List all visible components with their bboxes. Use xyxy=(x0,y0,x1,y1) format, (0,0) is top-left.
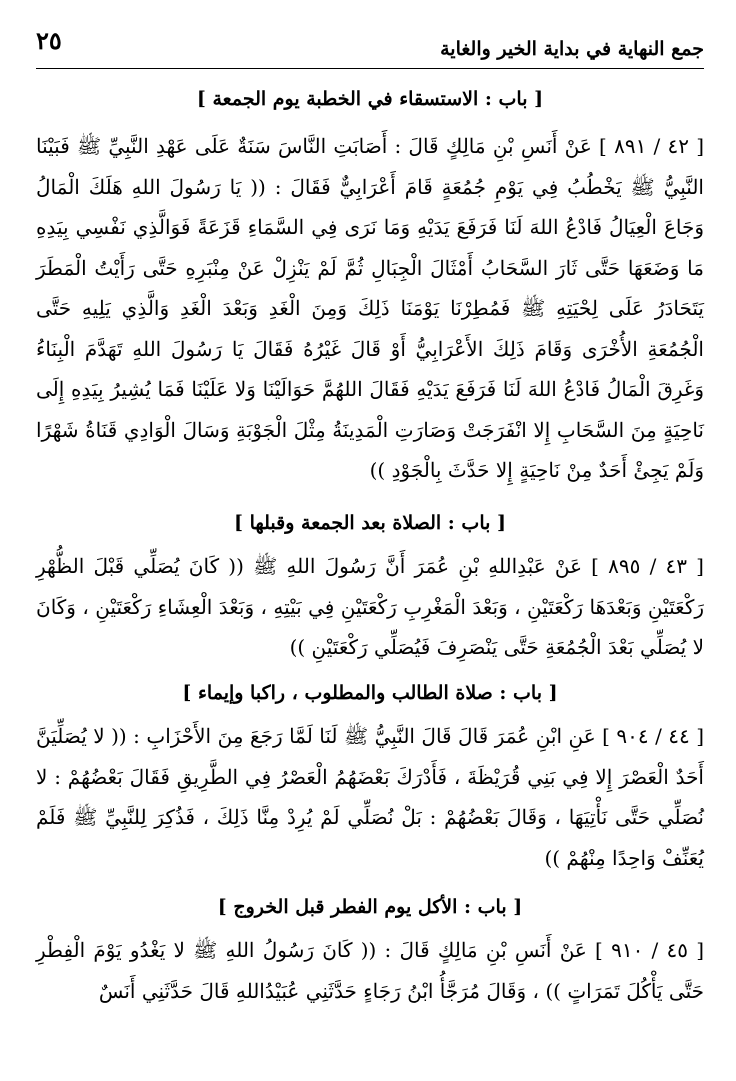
hadith-910 xyxy=(36,930,704,1011)
hadith-text: [ ٤٥ / ٩١٠ ] عَنْ أَنَسِ بْنِ مَالِكٍ قَالَ : (( كَانَ رَسُولُ اللهِ ﷺ لا يَغْدُو يَوْمَ الْفِطْرِ حَتَّى يَأْكُلَ تَمَرَاتٍ )) ، وَقَالَ مُرَجَّأُ ابْنُ رَجَاءٍ حَدَّثَنِي عُبَيْدُاللهِ قَالَ حَدَّثَنِي أَنَسٌ xyxy=(36,938,705,1003)
section-akl-fitr xyxy=(36,892,704,922)
section-salat-jumuah xyxy=(36,508,704,538)
chapter-heading: [ باب : الصلاة بعد الجمعة وقبلها ] xyxy=(233,512,507,534)
page-number: ٢٥ xyxy=(36,26,62,55)
chapter-heading: [ باب : الاستسقاء في الخطبة يوم الجمعة ] xyxy=(196,88,544,110)
hadith-text: [ ٤٢ / ٨٩١ ] عَنْ أَنَسِ بْنِ مَالِكٍ قَالَ : أَصَابَتِ النَّاسَ سَنَةٌ عَلَى عَهْدِ النَّبِيِّ ﷺ فَبَيْنَا النَّبِيُّ ﷺ يَخْطُبُ فِي يَوْمِ جُمُعَةٍ قَامَ أَعْرَابِيٌّ فَقَالَ : (( يَا رَسُولَ اللهِ هَلَكَ الْمَالُ وَجَاعَ الْعِيَالُ فَادْعُ اللهَ لَنَا فَرَفَعَ يَدَيْهِ وَمَا نَرَى فِي السَّمَاءِ قَزَعَةً فَوَالَّذِي نَفْسِي بِيَدِهِ مَا وَضَعَهَا حَتَّى ثَارَ السَّحَابُ أَمْثَالَ الْجِبَالِ ثُمَّ لَمْ يَنْزِلْ عَنْ مِنْبَرِهِ حَتَّى رَأَيْتُ الْمَطَرَ يَتَحَادَرُ عَلَى لِحْيَتِهِ ﷺ فَمُطِرْنَا يَوْمَنَا ذَلِكَ وَمِنَ الْغَدِ وَبَعْدَ الْغَدِ وَالَّذِي يَلِيهِ حَتَّى الْجُمُعَةِ الأُخْرَى وَقَامَ ذَلِكَ الأَعْرَابِيُّ أَوْ قَالَ غَيْرُهُ فَقَالَ يَا رَسُولَ اللهِ تَهَدَّمَ الْبِنَاءُ وَغَرِقَ الْمَالُ فَادْعُ اللهَ لَنَا فَرَفَعَ يَدَيْهِ فَقَالَ اللهُمَّ حَوَالَيْنَا وَلا عَلَيْنَا فَمَا يُشِيرُ بِيَدِهِ إِلَى نَاحِيَةٍ مِنَ السَّحَابِ إِلا انْفَرَجَتْ وَصَارَتِ الْمَدِينَةُ مِثْلَ الْجَوْبَةِ وَسَالَ الْوَادِي قَنَاةُ شَهْرًا وَلَمْ يَجِئْ أَحَدٌ مِنْ نَاحِيَةٍ إِلا حَدَّثَ بِالْجَوْدِ )) xyxy=(36,134,705,482)
running-title: جمع النهاية في بداية الخير والغاية xyxy=(440,38,704,60)
page-header xyxy=(36,22,704,69)
hadith-text: [ ٤٤ / ٩٠٤ ] عَنِ ابْنِ عُمَرَ قَالَ قَالَ النَّبِيُّ ﷺ لَنَا لَمَّا رَجَعَ مِنَ الأَحْزَابِ : (( لا يُصَلِّيَنَّ أَحَدٌ الْعَصْرَ إِلا فِي بَنِي قُرَيْظَةَ ، فَأَدْرَكَ بَعْضَهُمُ الْعَصْرُ فِي الطَّرِيقِ فَقَالَ بَعْضُهُمْ : لا نُصَلِّي حَتَّى نَأْتِيَهَا ، وَقَالَ بَعْضُهُمْ : بَلْ نُصَلِّي لَمْ يُرِدْ مِنَّا ذَلِكَ ، فَذُكِرَ لِلنَّبِيِّ ﷺ فَلَمْ يُعَنِّفْ وَاحِدًا مِنْهُمْ )) xyxy=(36,724,705,870)
hadith-904 xyxy=(36,716,704,878)
section-talib-matlub xyxy=(36,678,704,708)
section-istisqa xyxy=(36,84,704,114)
hadith-891 xyxy=(36,126,704,491)
hadith-895 xyxy=(36,546,704,668)
chapter-heading: [ باب : صلاة الطالب والمطلوب ، راكبا وإيماء ] xyxy=(182,682,558,704)
chapter-heading: [ باب : الأكل يوم الفطر قبل الخروج ] xyxy=(217,896,523,918)
hadith-text: [ ٤٣ / ٨٩٥ ] عَنْ عَبْدِاللهِ بْنِ عُمَرَ أَنَّ رَسُولَ اللهِ ﷺ (( كَانَ يُصَلِّي قَبْلَ الظُّهْرِ رَكْعَتَيْنِ وَبَعْدَهَا رَكْعَتَيْنِ ، وَبَعْدَ الْمَغْرِبِ رَكْعَتَيْنِ فِي بَيْتِهِ ، وَبَعْدَ الْعِشَاءِ رَكْعَتَيْنِ ، وَكَانَ لا يُصَلِّي بَعْدَ الْجُمُعَةِ حَتَّى يَنْصَرِفَ فَيُصَلِّي رَكْعَتَيْنِ )) xyxy=(36,554,704,659)
